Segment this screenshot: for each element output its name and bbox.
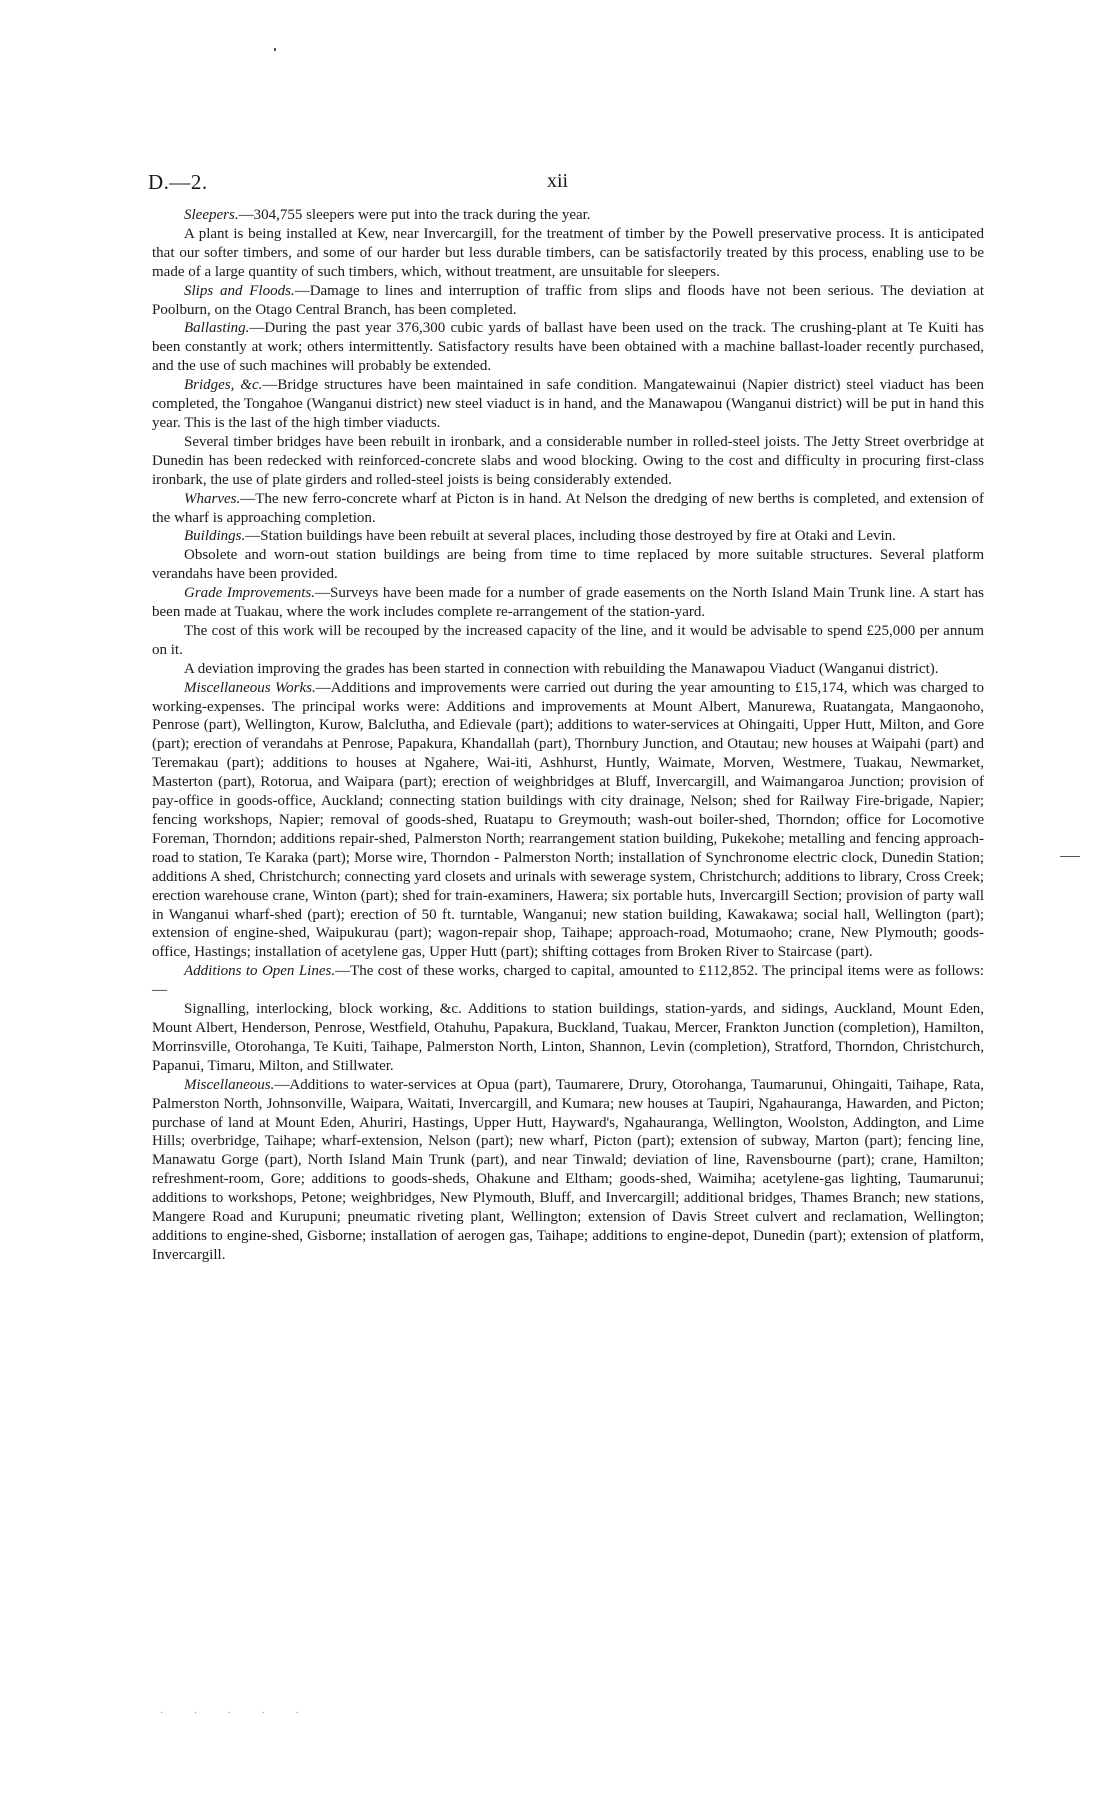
body-text (152, 206, 984, 1265)
paragraph-grade-improvements (152, 584, 984, 622)
paragraph-text: Several timber bridges have been rebuilt in ironbark, and a considerable number in rolled-steel joists. The Jetty Street overbridge at Dunedin has been redecked with reinforced-concrete slabs and wood blocking. Owing to the cost and difficulty in procuring first-class ironbark, the use of plate girders and rolled-steel joists is being considerably extended. (152, 433, 984, 488)
paragraph-text: —Surveys have been made for a number of grade easements on the North Island Main Trunk line. A start has been made at Tuakau, where the work includes complete re-arrangement of the station-yard. (152, 585, 984, 621)
paragraph-wharves (152, 490, 984, 528)
paragraph-text: A plant is being installed at Kew, near Invercargill, for the treatment of timber by the Powell preservative process. It is anticipated that our softer timbers, and some of our harder but less durable timbers, can be satisfactorily treated by this process, enabling use to be made of a large quantity of such timbers, which, without treatment, are unsuitable for sleepers. (152, 225, 984, 280)
paragraph-heading: Grade Improvements. (184, 585, 315, 602)
paragraph-obsolete-buildings (152, 546, 984, 584)
paragraph-bridges (152, 376, 984, 433)
paragraph-text: —The new ferro-concrete wharf at Picton is in hand. At Nelson the dredging of new berths is completed, and extension of the wharf is approaching completion. (152, 490, 984, 526)
paragraph-text: Signalling, interlocking, block working, &c. Additions to station buildings, station-yards, and sidings, Auckland, Mount Eden, Mount Albert, Henderson, Penrose, Westfield, Otahuhu, Papakura, Buckland, Tuakau, Mercer, Frankton Junction (completion), Hamilton, Morrinsville, Otorohanga, Te Kuiti, Taihape, Palmerston North, Linton, Shannon, Levin (completion), Stratford, Thorndon, Christchurch, Papanui, Timaru, Milton, and Stillwater. (152, 1001, 984, 1074)
paragraph-heading: Miscellaneous Works. (184, 679, 316, 696)
paragraph-heading: Miscellaneous. (184, 1076, 275, 1093)
paragraph-powell-process (152, 225, 984, 282)
paragraph-additions-open-lines (152, 962, 984, 1000)
paragraph-text: —Additions and improvements were carried out during the year amounting to £15,174, which was charged to working-expenses. The principal works were: Additions and improvements at Mount Albert, Manurewa, Ruatangata, Mangaonoho, Penrose (part), Wellington, Kurow, Balclutha, and Edievale (part); additions to water-services at Ohingaiti, Upper Hutt, Milton, and Gore (part); erection of verandahs at Penrose, Papakura, Khandallah (part), Thornbury Junction, and Otautau; new houses at Waipahi (part) and Teremakau (part); additions to houses at Ngahere, Wai-iti, Ashhurst, Huntly, Waimate, Morven, Westmere, Tuakau, Newmarket, Masterton (part), Rotorua, and Waipara (part); erection of weighbridges at Bluff, Invercargill, and Waimangaroa Junction; provision of pay-office in goods-office, Auckland; connecting station buildings with city drainage, Nelson; shed for Railway Fire-brigade, Napier; fencing workshops, Napier; removal of goods-shed, Ruatapu to Greymouth; wash-out boiler-shed, Thorndon; office for Locomotive Foreman, Thorndon; additions repair-shed, Palmerston North; rearrangement station building, Pukekohe; metalling and fencing approach-road to station, Te Karaka (part); Morse wire, Thorndon - Palmerston North; installation of Synchronome electric clock, Dunedin Station; additions A shed, Christchurch; connecting yard closets and urinals with sewerage system, Christchurch; additions to library, Cross Creek; erection warehouse crane, Winton (part); shed for train-examiners, Hawera; six portable huts, Invercargill Section; provision of party wall in Wanganui wharf-shed (part); erection of 50 ft. turntable, Wanganui; new station building, Kawakawa; social hall, Wellington (part); extension of engine-shed, Waipukurau (part); wagon-repair shop, Taihape; approach-road, Motumaoho; crane, New Plymouth; goods-office, Hastings; installation of acetylene gas, Upper Hutt (part); shifting cottages from Broken River to Staircase (part). (152, 679, 984, 961)
paragraph-text: —During the past year 376,300 cubic yards of ballast have been used on the track. The crushing-plant at Te Kuiti has been constantly at work; others intermittently. Satisfactory results have been obtained with a machine ballast-loader recently purchased, and the use of such machines will probably be extended. (152, 320, 984, 375)
paragraph-text: A deviation improving the grades has been started in connection with rebuilding the Manawapou Viaduct (Wanganui district). (184, 660, 939, 677)
paragraph-heading: Slips and Floods. (184, 282, 295, 299)
paragraph-text: —Bridge structures have been maintained in safe condition. Mangatewainui (Napier district) steel viaduct has been completed, the Tongahoe (Wanganui district) new steel viaduct is in hand, and the Manawapou (Wanganui district) will be put in hand this year. This is the last of the high timber viaducts. (152, 377, 984, 431)
paragraph-heading: Sleepers. (184, 207, 239, 223)
paragraph-text: —Additions to water-services at Opua (part), Taumarere, Drury, Otorohanga, Taumarunui, Ohingaiti, Taihape, Rata, Palmerston North, Johnsonville, Waipara, Waitati, Invercargill, and Kumara; new houses at Taupiri, Ngahauranga, Hawarden, and Picton; purchase of land at Mount Eden, Ahuriri, Hastings, Upper Hutt, Hayward's, Ngahauranga, Wellington, Woolston, Addington, and Lime Hills; overbridge, Taihape; wharf-extension, Nelson (part); new wharf, Picton (part); extension of subway, Marton (part); fencing line, Manawatu Gorge (part), North Island Main Trunk (part), and near Tinwald; deviation of line, Ravensbourne (part); crane, Hamilton; refreshment-room, Gore; additions to goods-sheds, Ohakune and Eltham; goods-shed, Waimiha; acetylene-gas lighting, Taumarunui; additions to workshops, Petone; weighbridges, New Plymouth, Bluff, and Invercargill; additional bridges, Thames Branch; new stations, Mangere Road and Kurupuni; pneumatic riveting plant, Wellington; extension of Davis Street culvert and reclamation, Wellington; additions to engine-shed, Gisborne; installation of aerogen gas, Taihape; additions to engine-depot, Dunedin (part); extension of platform, Invercargill. (152, 1076, 984, 1263)
paragraph-deviation (152, 660, 984, 679)
scan-speckle: · · · · · (160, 1708, 313, 1719)
paragraph-buildings (152, 527, 984, 546)
document-reference: D.—2. (148, 170, 208, 194)
paragraph-miscellaneous (152, 1076, 984, 1265)
paragraph-text: —Station buildings have been rebuilt at several places, including those destroyed by fire at Otaki and Levin. (245, 528, 896, 545)
paragraph-sleepers (152, 206, 984, 225)
paragraph-timber-bridges (152, 433, 984, 490)
paragraph-heading: Bridges, &c. (184, 377, 263, 394)
paragraph-ballasting (152, 319, 984, 376)
paragraph-text: The cost of this work will be recouped by the increased capacity of the line, and it would be advisable to spend £25,000 per annum on it. (152, 622, 984, 658)
paragraph-text: —The cost of these works, charged to capital, amounted to £112,852. The principal items were as follows:— (152, 963, 984, 999)
paragraph-slips-floods (152, 282, 984, 320)
paragraph-heading: Ballasting. (184, 320, 250, 337)
paragraph-text: —Damage to lines and interruption of traffic from slips and floods have not been serious. The deviation at Poolburn, on the Otago Central Branch, has been completed. (152, 282, 985, 318)
paragraph-text: —304,755 sleepers were put into the track during the year. (238, 207, 591, 223)
paragraph-text: Obsolete and worn-out station buildings are being from time to time replaced by more suitable structures. Several platform verandahs have been provided. (152, 547, 984, 583)
paragraph-heading: Buildings. (184, 528, 246, 545)
paragraph-cost (152, 622, 984, 660)
paragraph-heading: Additions to Open Lines. (184, 963, 336, 980)
margin-mark-top (274, 48, 276, 51)
margin-mark-right (1060, 856, 1080, 857)
page-number: xii (547, 170, 569, 192)
paragraph-signalling (152, 1000, 984, 1076)
paragraph-heading: Wharves. (184, 490, 241, 507)
paragraph-miscellaneous-works (152, 679, 984, 963)
